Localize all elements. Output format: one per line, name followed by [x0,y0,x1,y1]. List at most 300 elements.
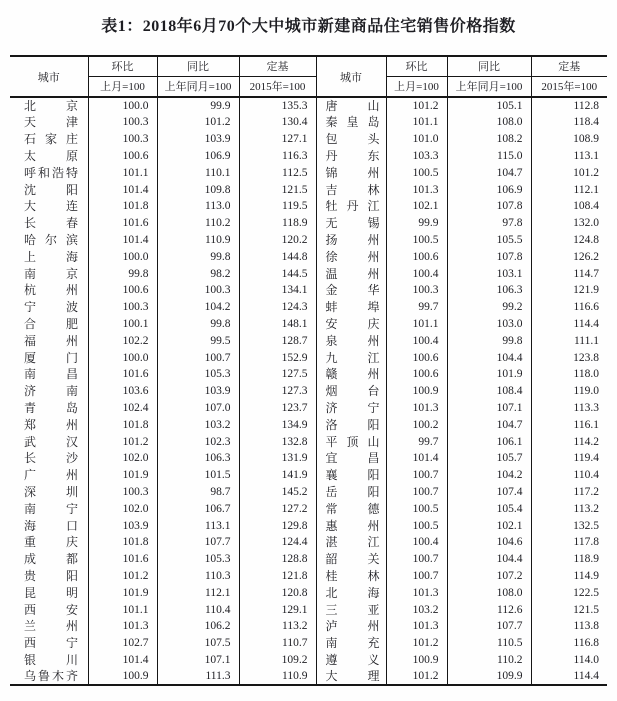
header-fixed-right: 定基 [531,56,607,76]
fixed-value-cell: 113.8 [573,620,599,633]
fixed-value-cell: 124.3 [239,299,316,316]
mom-value-cell: 101.8 [88,198,157,215]
mom-value-cell: 101.1 [88,164,157,181]
mom-value-cell: 101.2 [386,635,447,652]
city-cell: 哈 尔 滨 [10,232,88,249]
city-cell: 西 安 [10,601,88,618]
city-cell: 烟 台 [316,383,386,400]
city-cell: 大 理 [316,668,386,685]
fixed-value-cell: 119.5 [239,198,316,215]
table-row [10,181,607,198]
mom-value-cell: 100.4 [386,332,447,349]
fixed-value-cell: 118.9 [239,215,316,232]
yoy-value-cell: 112.6 [447,601,531,618]
table-row [10,148,607,165]
fixed-value-cell: 121.5 [239,181,316,198]
city-cell: 重 庆 [10,534,88,551]
fixed-value-cell: 118.0 [573,368,599,381]
table-row [10,97,607,114]
header-yoy-right: 同比 [447,56,531,76]
city-cell: 泉 州 [316,332,386,349]
mom-value-cell: 101.4 [386,450,447,467]
fixed-value-cell: 119.4 [573,452,599,465]
city-cell: 扬 州 [316,232,386,249]
table-row [10,500,607,517]
city-cell: 南 充 [316,635,386,652]
fixed-value-cell: 108.9 [573,133,599,146]
yoy-value-cell: 101.5 [157,467,239,484]
city-cell: 长 沙 [10,450,88,467]
yoy-value-cell: 108.4 [447,383,531,400]
mom-value-cell: 101.8 [88,416,157,433]
mom-value-cell: 100.0 [88,349,157,366]
table-header [10,56,607,97]
fixed-value-cell: 113.2 [239,618,316,635]
yoy-value-cell: 103.2 [157,416,239,433]
city-cell: 银 川 [10,652,88,669]
fixed-value-cell: 128.7 [239,332,316,349]
city-cell: 乌 鲁 木 齐 [10,668,88,685]
table-row [10,517,607,534]
mom-value-cell: 100.3 [88,299,157,316]
yoy-value-cell: 105.7 [447,450,531,467]
yoy-value-cell: 106.3 [447,282,531,299]
header-yoy-base-left: 上年同月=100 [157,76,239,97]
yoy-value-cell: 115.0 [447,148,531,165]
city-cell: 丹 东 [316,148,386,165]
yoy-value-cell: 112.1 [157,584,239,601]
fixed-value-cell: 112.8 [573,100,599,112]
mom-value-cell: 101.2 [88,433,157,450]
yoy-value-cell: 98.2 [157,265,239,282]
city-cell: 昆 明 [10,584,88,601]
yoy-value-cell: 98.7 [157,484,239,501]
yoy-value-cell: 107.7 [157,534,239,551]
yoy-value-cell: 103.0 [447,316,531,333]
yoy-value-cell: 104.2 [157,299,239,316]
yoy-value-cell: 104.7 [447,164,531,181]
yoy-value-cell: 107.8 [447,248,531,265]
yoy-value-cell: 106.1 [447,433,531,450]
city-cell: 平 顶 山 [316,433,386,450]
yoy-value-cell: 105.3 [157,366,239,383]
fixed-value-cell: 131.9 [239,450,316,467]
fixed-value-cell: 135.3 [239,97,316,114]
table-row [10,416,607,433]
mom-value-cell: 100.6 [88,148,157,165]
yoy-value-cell: 107.2 [447,568,531,585]
yoy-value-cell: 104.2 [447,467,531,484]
table-row [10,400,607,417]
table-row [10,299,607,316]
fixed-value-cell: 132.0 [573,217,599,230]
fixed-value-cell: 128.8 [239,551,316,568]
city-cell: 岳 阳 [316,484,386,501]
mom-value-cell: 103.2 [386,601,447,618]
city-cell: 北 海 [316,584,386,601]
city-cell: 呼 和 浩 特 [10,164,88,181]
yoy-value-cell: 106.2 [157,618,239,635]
yoy-value-cell: 106.9 [157,148,239,165]
city-cell: 宁 波 [10,299,88,316]
table-row [10,383,607,400]
table-row [10,248,607,265]
fixed-value-cell: 152.9 [239,349,316,366]
city-cell: 九 江 [316,349,386,366]
yoy-value-cell: 110.9 [157,232,239,249]
mom-value-cell: 101.3 [386,181,447,198]
table-row [10,601,607,618]
fixed-value-cell: 114.2 [573,435,599,448]
mom-value-cell: 100.6 [386,248,447,265]
table-row [10,635,607,652]
fixed-value-cell: 110.7 [239,635,316,652]
yoy-value-cell: 110.2 [447,652,531,669]
mom-value-cell: 101.6 [88,366,157,383]
table-row [10,232,607,249]
mom-value-cell: 100.3 [88,484,157,501]
fixed-value-cell: 121.8 [239,568,316,585]
table-row [10,316,607,333]
table-row [10,450,607,467]
city-cell: 海 口 [10,517,88,534]
fixed-value-cell: 123.7 [239,400,316,417]
mom-value-cell: 100.3 [386,282,447,299]
fixed-value-cell: 113.3 [573,401,599,414]
mom-value-cell: 100.6 [88,282,157,299]
fixed-value-cell: 132.5 [573,519,599,532]
mom-value-cell: 100.5 [386,500,447,517]
city-cell: 宜 昌 [316,450,386,467]
table-row [10,584,607,601]
mom-value-cell: 101.3 [386,618,447,635]
yoy-value-cell: 107.1 [157,652,239,669]
header-mom-base-right: 上月=100 [386,76,447,97]
fixed-value-cell: 127.3 [239,383,316,400]
city-cell: 郑 州 [10,416,88,433]
fixed-value-cell: 101.2 [573,166,599,179]
city-cell: 唐 山 [316,97,386,114]
fixed-value-cell: 111.1 [573,334,599,347]
mom-value-cell: 101.4 [88,181,157,198]
mom-value-cell: 101.1 [88,601,157,618]
mom-value-cell: 99.9 [386,215,447,232]
header-fixed-base-left: 2015年=100 [239,76,316,97]
mom-value-cell: 102.0 [88,450,157,467]
city-cell: 金 华 [316,282,386,299]
header-mom-base-left: 上月=100 [88,76,157,97]
mom-value-cell: 102.4 [88,400,157,417]
fixed-value-cell: 120.8 [239,584,316,601]
table-row [10,668,607,685]
header-yoy-left: 同比 [157,56,239,76]
mom-value-cell: 99.8 [88,265,157,282]
mom-value-cell: 100.4 [386,265,447,282]
header-fixed-left: 定基 [239,56,316,76]
table-row [10,332,607,349]
mom-value-cell: 99.7 [386,299,447,316]
yoy-value-cell: 107.8 [447,198,531,215]
fixed-value-cell: 121.9 [573,284,599,297]
mom-value-cell: 101.2 [386,668,447,685]
city-cell: 石 家 庄 [10,131,88,148]
city-cell: 常 德 [316,500,386,517]
yoy-value-cell: 107.0 [157,400,239,417]
yoy-value-cell: 110.2 [157,215,239,232]
city-cell: 牡 丹 江 [316,198,386,215]
city-cell: 天 津 [10,114,88,131]
fixed-value-cell: 126.2 [573,250,599,263]
yoy-value-cell: 105.3 [157,551,239,568]
header-yoy-base-right: 上年同月=100 [447,76,531,97]
table-title: 表1：2018年6月70个大中城市新建商品住宅销售价格指数 [101,18,516,35]
mom-value-cell: 100.7 [386,568,447,585]
fixed-value-cell: 121.5 [573,603,599,616]
table-row [10,568,607,585]
table-row [10,467,607,484]
city-cell: 赣 州 [316,366,386,383]
table-row [10,349,607,366]
yoy-value-cell: 106.3 [157,450,239,467]
fixed-value-cell: 116.8 [573,637,599,650]
mom-value-cell: 101.1 [386,316,447,333]
fixed-value-cell: 113.1 [573,149,599,162]
table-row [10,534,607,551]
yoy-value-cell: 104.7 [447,416,531,433]
city-cell: 蚌 埠 [316,299,386,316]
fixed-value-cell: 110.4 [573,469,599,482]
fixed-value-cell: 118.9 [573,553,599,566]
city-cell: 西 宁 [10,635,88,652]
yoy-value-cell: 100.3 [157,282,239,299]
fixed-value-cell: 117.2 [573,485,599,498]
fixed-value-cell: 112.1 [573,183,599,196]
city-cell: 泸 州 [316,618,386,635]
city-cell: 贵 阳 [10,568,88,585]
header-mom-right: 环比 [386,56,447,76]
fixed-value-cell: 130.4 [239,114,316,131]
header-row-labels [10,56,607,76]
fixed-value-cell: 148.1 [239,316,316,333]
table-row [10,551,607,568]
yoy-value-cell: 107.7 [447,618,531,635]
yoy-value-cell: 108.0 [447,114,531,131]
fixed-value-cell: 109.2 [239,652,316,669]
yoy-value-cell: 105.5 [447,232,531,249]
city-cell: 长 春 [10,215,88,232]
mom-value-cell: 100.4 [386,534,447,551]
fixed-value-cell: 122.5 [573,586,599,599]
table-row [10,215,607,232]
mom-value-cell: 103.6 [88,383,157,400]
city-cell: 湛 江 [316,534,386,551]
city-cell: 遵 义 [316,652,386,669]
city-cell: 襄 阳 [316,467,386,484]
table-row [10,164,607,181]
yoy-value-cell: 109.9 [447,668,531,685]
header-row-bases [10,76,607,97]
mom-value-cell: 101.2 [386,97,447,114]
city-cell: 济 宁 [316,400,386,417]
fixed-value-cell: 144.8 [239,248,316,265]
yoy-value-cell: 102.1 [447,517,531,534]
city-cell: 桂 林 [316,568,386,585]
city-cell: 上 海 [10,248,88,265]
table-row [10,198,607,215]
yoy-value-cell: 105.1 [447,97,531,114]
yoy-value-cell: 113.1 [157,517,239,534]
fixed-value-cell: 116.6 [573,301,599,314]
fixed-value-cell: 118.4 [573,116,599,129]
fixed-value-cell: 134.9 [239,416,316,433]
yoy-value-cell: 109.8 [157,181,239,198]
table-row [10,265,607,282]
yoy-value-cell: 103.9 [157,383,239,400]
table-row [10,366,607,383]
city-cell: 沈 阳 [10,181,88,198]
header-mom-left: 环比 [88,56,157,76]
city-cell: 兰 州 [10,618,88,635]
mom-value-cell: 100.6 [386,366,447,383]
header-fixed-base-right: 2015年=100 [531,76,607,97]
mom-value-cell: 100.3 [88,131,157,148]
city-cell: 南 宁 [10,500,88,517]
table-row [10,484,607,501]
city-cell: 无 锡 [316,215,386,232]
mom-value-cell: 100.7 [386,467,447,484]
yoy-value-cell: 99.8 [157,316,239,333]
mom-value-cell: 102.2 [88,332,157,349]
mom-value-cell: 100.0 [88,248,157,265]
yoy-value-cell: 113.0 [157,198,239,215]
yoy-value-cell: 106.9 [447,181,531,198]
fixed-value-cell: 144.5 [239,265,316,282]
city-cell: 温 州 [316,265,386,282]
mom-value-cell: 103.9 [88,517,157,534]
mom-value-cell: 100.0 [88,97,157,114]
fixed-value-cell: 132.8 [239,433,316,450]
yoy-value-cell: 107.4 [447,484,531,501]
fixed-value-cell: 108.4 [573,200,599,213]
table-row [10,433,607,450]
yoy-value-cell: 97.8 [447,215,531,232]
fixed-value-cell: 116.1 [573,418,599,431]
mom-value-cell: 102.0 [88,500,157,517]
mom-value-cell: 100.2 [386,416,447,433]
fixed-value-cell: 112.5 [239,164,316,181]
fixed-value-cell: 127.1 [239,131,316,148]
fixed-value-cell: 123.8 [573,351,599,364]
table-row [10,618,607,635]
city-cell: 惠 州 [316,517,386,534]
city-cell: 南 京 [10,265,88,282]
fixed-value-cell: 114.4 [573,317,599,330]
mom-value-cell: 101.4 [88,232,157,249]
city-cell: 徐 州 [316,248,386,265]
fixed-value-cell: 120.2 [239,232,316,249]
yoy-value-cell: 103.9 [157,131,239,148]
mom-value-cell: 100.9 [386,652,447,669]
yoy-value-cell: 99.8 [447,332,531,349]
city-cell: 合 肥 [10,316,88,333]
fixed-value-cell: 134.1 [239,282,316,299]
city-cell: 太 原 [10,148,88,165]
city-cell: 南 昌 [10,366,88,383]
yoy-value-cell: 106.7 [157,500,239,517]
fixed-value-cell: 145.2 [239,484,316,501]
mom-value-cell: 100.9 [88,668,157,685]
mom-value-cell: 100.5 [386,517,447,534]
yoy-value-cell: 103.1 [447,265,531,282]
fixed-value-cell: 116.3 [239,148,316,165]
mom-value-cell: 100.7 [386,551,447,568]
fixed-value-cell: 117.8 [573,536,599,549]
yoy-value-cell: 110.3 [157,568,239,585]
fixed-value-cell: 114.0 [573,653,599,666]
city-cell: 深 圳 [10,484,88,501]
mom-value-cell: 101.1 [386,114,447,131]
mom-value-cell: 101.9 [88,584,157,601]
fixed-value-cell: 127.5 [239,366,316,383]
yoy-value-cell: 99.2 [447,299,531,316]
city-cell: 杭 州 [10,282,88,299]
table-row [10,282,607,299]
fixed-value-cell: 110.9 [239,668,316,685]
mom-value-cell: 101.3 [386,584,447,601]
yoy-value-cell: 110.1 [157,164,239,181]
mom-value-cell: 100.7 [386,484,447,501]
mom-value-cell: 100.9 [386,383,447,400]
city-cell: 北 京 [10,97,88,114]
yoy-value-cell: 108.0 [447,584,531,601]
city-cell: 锦 州 [316,164,386,181]
table-body [10,97,607,685]
mom-value-cell: 103.3 [386,148,447,165]
city-cell: 三 亚 [316,601,386,618]
fixed-value-cell: 124.4 [239,534,316,551]
city-cell: 济 南 [10,383,88,400]
yoy-value-cell: 104.6 [447,534,531,551]
mom-value-cell: 101.6 [88,551,157,568]
fixed-value-cell: 114.9 [573,569,599,582]
city-cell: 福 州 [10,332,88,349]
yoy-value-cell: 104.4 [447,349,531,366]
yoy-value-cell: 99.8 [157,248,239,265]
city-cell: 青 岛 [10,400,88,417]
mom-value-cell: 100.6 [386,349,447,366]
fixed-value-cell: 124.8 [573,233,599,246]
city-cell: 吉 林 [316,181,386,198]
yoy-value-cell: 102.3 [157,433,239,450]
yoy-value-cell: 108.2 [447,131,531,148]
fixed-value-cell: 129.8 [239,517,316,534]
mom-value-cell: 100.1 [88,316,157,333]
fixed-value-cell: 129.1 [239,601,316,618]
yoy-value-cell: 105.4 [447,500,531,517]
yoy-value-cell: 110.4 [157,601,239,618]
city-cell: 厦 门 [10,349,88,366]
mom-value-cell: 101.8 [88,534,157,551]
header-city-left: 城市 [10,56,88,97]
mom-value-cell: 101.9 [88,467,157,484]
city-cell: 韶 关 [316,551,386,568]
yoy-value-cell: 107.1 [447,400,531,417]
city-cell: 大 连 [10,198,88,215]
table-row [10,114,607,131]
mom-value-cell: 101.0 [386,131,447,148]
city-cell: 包 头 [316,131,386,148]
city-cell: 安 庆 [316,316,386,333]
